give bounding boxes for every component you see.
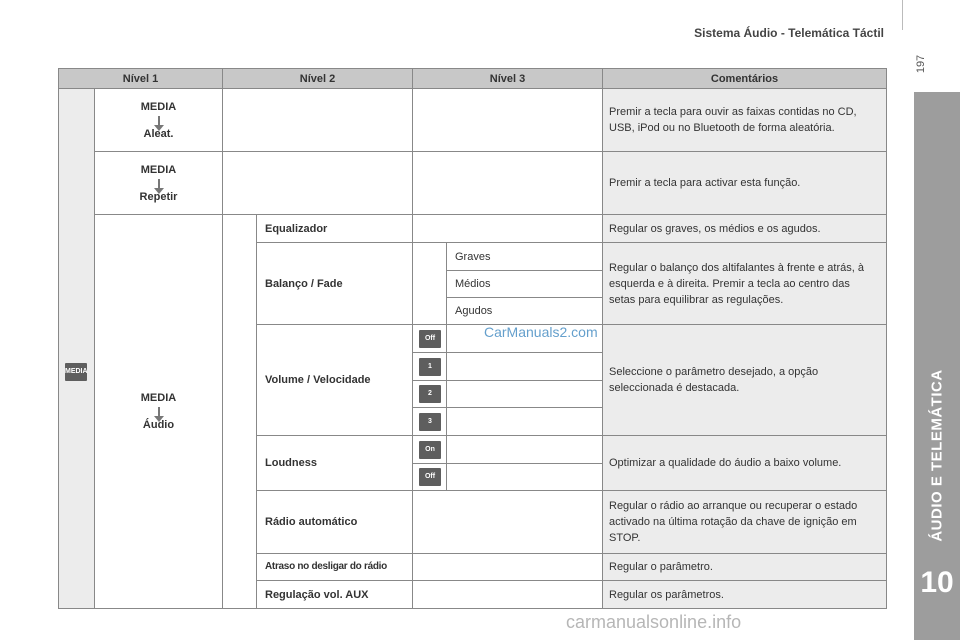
volume-3-empty	[447, 408, 603, 436]
equalizer-comment: Regular os graves, os médios e os agudos.	[603, 215, 887, 243]
header-comments: Comentários	[603, 69, 887, 89]
repeat-level3-empty	[413, 152, 603, 215]
radio-delay-level3-empty	[413, 554, 603, 581]
volume-label: Volume / Velocidade	[257, 325, 413, 436]
balance-option-mid: Médios	[447, 271, 603, 298]
repeat-level2-empty	[223, 152, 413, 215]
radio-delay-label: Atraso no desligar do rádio	[257, 554, 413, 581]
aux-volume-label: Regulação vol. AUX	[257, 581, 413, 609]
arrow-down-icon	[158, 407, 160, 417]
level1-audio	[95, 215, 223, 609]
audio-bottom-label: Áudio	[142, 419, 175, 431]
arrow-down-icon	[158, 179, 160, 189]
on-button-icon: On	[419, 441, 441, 459]
repeat-bottom-label: Repetir	[139, 190, 178, 203]
off-button-icon: Off	[419, 468, 441, 486]
watermark-carmanuals: CarManuals2.com	[484, 324, 598, 340]
repeat-comment: Premir a tecla para activar esta função.	[603, 152, 887, 215]
auto-radio-level3-empty	[413, 491, 603, 554]
page-number: 197	[914, 54, 927, 74]
volume-2-empty	[447, 381, 603, 408]
loudness-option-off-cell	[413, 464, 447, 491]
header-level1: Nível 1	[59, 69, 223, 89]
volume-comment: Seleccione o parâmetro desejado, a opção seleccionada é destacada.	[603, 325, 887, 436]
equalizer-level3-empty	[413, 215, 603, 243]
header-level3: Nível 3	[413, 69, 603, 89]
loudness-on-empty	[447, 436, 603, 464]
random-top-label: MEDIA	[140, 100, 177, 113]
balance-option-treble: Agudos	[447, 298, 603, 325]
balance-label: Balanço / Fade	[257, 243, 413, 325]
arrow-down-icon	[158, 116, 160, 126]
media-column	[59, 89, 95, 609]
volume-1-empty	[447, 353, 603, 381]
volume-option-2-cell	[413, 381, 447, 408]
aux-volume-comment: Regular os parâmetros.	[603, 581, 887, 609]
balance-icon-column	[413, 243, 447, 325]
equalizer-label: Equalizador	[257, 215, 413, 243]
auto-radio-label: Rádio automático	[257, 491, 413, 554]
chapter-number: 10	[920, 566, 954, 599]
radio-delay-comment: Regular o parâmetro.	[603, 554, 887, 581]
settings-table	[58, 68, 887, 609]
chapter-side-label: ÁUDIO E TELEMÁTICA	[928, 369, 946, 542]
level-1-button-icon: 1	[419, 358, 441, 376]
random-comment: Premir a tecla para ouvir as faixas contidas no CD, USB, iPod ou no Bluetooth de forma aleatória.	[603, 89, 887, 152]
level-2-button-icon: 2	[419, 385, 441, 403]
off-button-icon: Off	[419, 330, 441, 348]
level1-random	[95, 89, 223, 152]
aux-volume-level3-empty	[413, 581, 603, 609]
auto-radio-comment: Regular o rádio ao arranque ou recuperar o estado activado na última rotação da chave de ignição em STOP.	[603, 491, 887, 554]
balance-option-bass: Graves	[447, 243, 603, 271]
media-button-icon: MEDIA	[65, 363, 87, 381]
level2-icon-column	[223, 215, 257, 609]
level1-repeat	[95, 152, 223, 215]
header-level2: Nível 2	[223, 69, 413, 89]
random-bottom-label: Aleat.	[143, 127, 174, 140]
loudness-option-on-cell	[413, 436, 447, 464]
repeat-top-label: MEDIA	[140, 163, 177, 176]
watermark-carmanualsonline: carmanualsonline.info	[566, 612, 742, 632]
volume-option-off-cell	[413, 325, 447, 353]
random-level3-empty	[413, 89, 603, 152]
loudness-off-empty	[447, 464, 603, 491]
random-level2-empty	[223, 89, 413, 152]
level-3-button-icon: 3	[419, 413, 441, 431]
loudness-comment: Optimizar a qualidade do áudio a baixo volume.	[603, 436, 887, 491]
volume-option-1-cell	[413, 353, 447, 381]
balance-comment: Regular o balanço dos altifalantes à frente e atrás, à esquerda e à direita. Premir a tecla ao centro das setas para equilibrar as regulações.	[603, 243, 887, 325]
volume-option-3-cell	[413, 408, 447, 436]
page-header-title: Sistema Áudio - Telemática Táctil	[694, 26, 884, 40]
top-divider	[902, 0, 903, 30]
audio-top-label: MEDIA	[140, 392, 177, 404]
loudness-label: Loudness	[257, 436, 413, 491]
